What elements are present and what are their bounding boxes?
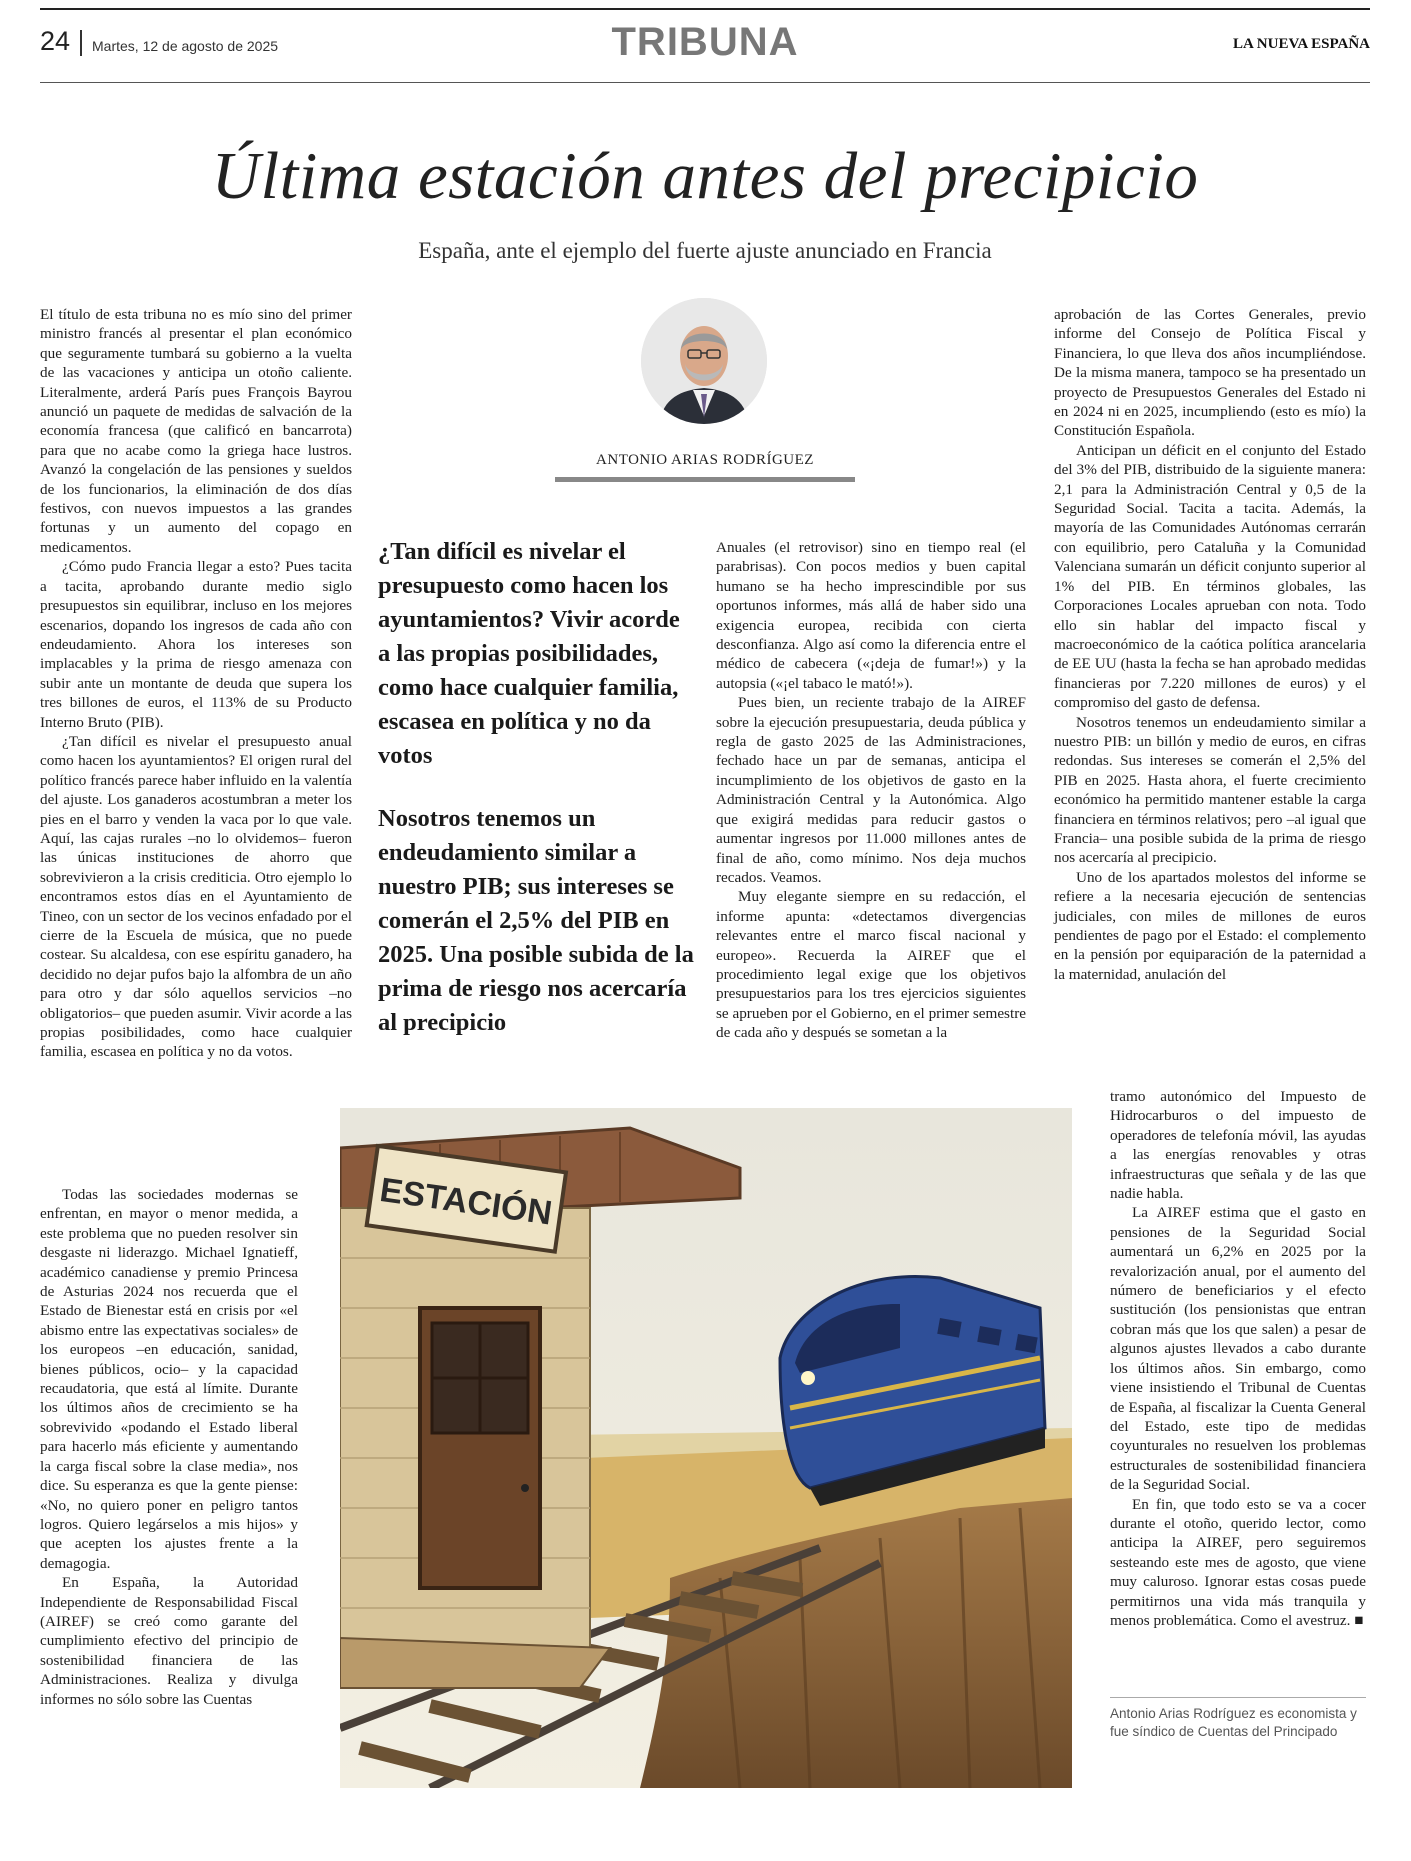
- train-station-cliff-illustration: [340, 1108, 1072, 1788]
- page-date: Martes, 12 de agosto de 2025: [92, 38, 279, 54]
- paragraph: Uno de los apartados molestos del informe se refiere a la necesaria ejecución de sentencias judiciales, con miles de millones de euros pendientes de pago por el Estado: el complemento en la pensión por equiparación de la paternidad a la maternidad, anulación del: [1054, 868, 1366, 983]
- author-avatar: [641, 298, 767, 424]
- page-number: 24: [40, 26, 71, 56]
- author-name: ANTONIO ARIAS RODRÍGUEZ: [596, 452, 814, 468]
- column-4: [1054, 305, 1366, 984]
- paragraph: Nosotros tenemos un endeudamiento similar a nuestro PIB: un billón y medio de euros, en cifras redondas. Sus intereses se comerán el 2,5% del PIB en 2025. Hasta ahora, el fuerte crecimiento económico ha permitido mantener estable la carga financiera en términos relativos; pero –al igual que Francia– una posible subida de la prima de riesgo nos acercaría al precipicio.: [1054, 713, 1366, 867]
- paragraph: El título de esta tribuna no es mío sino del primer ministro francés al presentar el plan económico que seguramente tumbará su gobierno a la vuelta de las vacaciones y anticipa un otoño caliente. Literalmente, arderá París pues François Bayrou anunció un paquete de medidas de salvación de la economía francesa (que calificó en bancarrota) para que no acabe como la griega hace lustros. Avanzó la congelación de las pensiones y sueldos de los funcionarios, la eliminación de dos días festivos, con nuevos impuestos a las grandes fortunas y un aumento del copago en medicamentos.: [40, 306, 352, 556]
- pull-quote-1: ¿Tan difícil es nivelar el presupuesto como hacen los ayuntamientos? Vivir acorde a las propias posibilidades, como hace cualquier familia, escasea en política y no da votos: [378, 538, 680, 769]
- paragraph: ¿Cómo pudo Francia llegar a esto? Pues tacita a tacita, aprobando durante medio siglo presupuestos sin equilibrar, incluso en los mejores escenarios, dopando los ingresos de cada año con endeudamiento. Ahora los intereses son implacables y la prima de riesgo amenaza con subir ante un montante de deuda que supera los tres billones de euros, el 113% de su Producto Interno Bruto (PIB).: [40, 558, 352, 731]
- header-rule: [40, 82, 1370, 83]
- article-headline: Última estación antes del precipicio: [211, 139, 1199, 213]
- column-1-continued: [40, 1185, 298, 1709]
- author-bio: Antonio Arias Rodríguez es economista y fue síndico de Cuentas del Principado: [1110, 1706, 1357, 1739]
- newspaper-name: LA NUEVA ESPAÑA: [1233, 36, 1370, 52]
- column-4-continued: [1110, 1087, 1366, 1630]
- paragraph: aprobación de las Cortes Generales, previo informe del Consejo de Política Fiscal y Financiera, lo que lleva dos años incumpliéndose. De la misma manera, tampoco se ha presentado un proyecto de Presupuestos Generales del Estado ni en 2024 ni en 2025, incumpliendo (esto es mío) la Constitución Española.: [1054, 306, 1366, 440]
- paragraph: tramo autonómico del Impuesto de Hidrocarburos o del impuesto de operadores de telefonía móvil, las ayudas a las energías renovables y otras infraestructuras que señala y de las que nadie habla.: [1110, 1088, 1366, 1203]
- author-rule: [555, 477, 855, 482]
- article-subheadline: España, ante el ejemplo del fuerte ajuste anunciado en Francia: [418, 238, 992, 263]
- paragraph: Anticipan un déficit en el conjunto del Estado del 3% del PIB, distribuido de la siguiente manera: 2,1 para la Administración Central y 0,5 de la Seguridad Social. Tacita a tacita. Además, la mayoría de las Comunidades Autónomas cerrarán con equilibrio, pero Cataluña y la Comunidad Valenciana sumarán un déficit conjunto superior al 1% del PIB. En términos globales, las Corporaciones Locales aprueban con nota. Todo ello sin hablar del impacto fiscal y macroeconómico de la caótica política arancelaria de EE UU (hasta la fecha se han aprobado medidas financieras por 7.220 millones de euros) y el compromiso del gasto de defensa.: [1054, 441, 1366, 712]
- paragraph: En España, la Autoridad Independiente de Responsabilidad Fiscal (AIREF) se creó como garante del cumplimiento efectivo del principio de sostenibilidad financiera de las Administraciones. Realiza y divulga informes no sólo sobre las Cuentas: [40, 1574, 298, 1708]
- paragraph: En fin, que todo esto se va a cocer durante el otoño, querido lector, como anticipa la AIREF, pero seguiremos sesteando este mes de agosto, que viene muy caluroso. Ignorar estas cosas puede permitirnos una vida más tranquila y menos problemática. Como el avestruz. ■: [1110, 1495, 1366, 1629]
- column-3: [716, 538, 1026, 1043]
- paragraph: ¿Tan difícil es nivelar el presupuesto anual como hacen los ayuntamientos? El origen rural del político francés parece haber influido en la valentía del ajuste. Los ganaderos acostumbran a meter los pies en el barro y venden la vaca por lo que vale. Aquí, las cajas rurales –no lo olvidemos– fueron las únicas instituciones de ahorro que sobrevivieron a la crisis crediticia. Otro ejemplo lo encontramos estos días en el Ayuntamiento de Tineo, con un sector de los vecinos enfadado por el cierre de la Escuela de música, que no puede costear. Su alcaldesa, con ese espíritu ganadero, ha decidido no dejar pufos bajo la alfombra de un año para otro y dar sólo aquellos servicios –no obligatorios– que pueden asumir. Vivir acorde a las propias posibilidades, como hace cualquier familia, escasea en política y no da votos.: [40, 732, 352, 1061]
- paragraph: Muy elegante siempre en su redacción, el informe apunta: «detectamos divergencias relevantes entre el marco fiscal nacional y europeo». Recuerda la AIREF que el procedimiento legal exige que los objetivos presupuestarios para los tres ejercicios siguientes se aprueben por el Gobierno, en el primer semestre de cada año y después se sometan a la: [716, 888, 1026, 1042]
- paragraph: La AIREF estima que el gasto en pensiones de la Seguridad Social aumentará un 6,2% en 2025 por la revalorización anual, por el aumento del número de beneficiarios y el efecto sustitución (los pensionistas que entran cobran más que los que salen) a pesar de algunos ajustes llevados a cabo durante los últimos años. Sin embargo, como viene insistiendo el Tribunal de Cuentas de España, al fiscalizar la Cuenta General del Estado, este tipo de medidas coyunturales no resuelven los problemas estructurales de sostenibilidad financiera de la Seguridad Social.: [1110, 1204, 1366, 1494]
- paragraph: Pues bien, un reciente trabajo de la AIREF sobre la ejecución presupuestaria, deuda pública y regla de gasto 2025 de las Administraciones, fechado hace un par de semanas, anticipa el incumplimiento de los objetivos de gasto en la Administración Central y la Autonómica. Algo que exigirá medidas para reducir gastos o aumentar ingresos por 11.000 millones antes de final de año, como mínimo. Nos deja muchos recados. Veamos.: [716, 694, 1026, 886]
- bio-rule: [1110, 1697, 1366, 1698]
- station-sign-text: ESTACIÓN: [377, 1170, 555, 1233]
- paragraph: Todas las sociedades modernas se enfrentan, en mayor o menor medida, a este problema que no pueden resolver sin desgaste ni liderazgo. Michael Ignatieff, académico canadiense y premio Princesa de Asturias 2024 nos recuerda que el Estado de Bienestar está en crisis por «el abismo entre las expectativas sociales» de los europeos –en educación, sanidad, bienes públicos, ocio– y la capacidad recaudatoria, que está al límite. Durante los últimos años de crecimiento se ha sobrevivido «podando el Estado liberal para hacerlo más eficiente y aumentando la carga fiscal sobre la clase media», nos dice. Su esperanza es que la gente piense: «No, no quiero poner en peligro tantos logros. Quiero legárselos a mis hijos» y que acepten los ajustes frente a la demagogia.: [40, 1186, 298, 1572]
- article-illustration: [340, 1108, 1072, 1788]
- paragraph: Anuales (el retrovisor) sino en tiempo real (el parabrisas). Con pocos medios y buen capital humano se ha hecho imprescindible por sus oportunos informes, más allá de haber sido una exigencia europea, recibida con cierta desconfianza. Algo así como la diferencia entre el médico de cabecera («¡deja de fumar!») y la autopsia («¡el tabaco le mató!»).: [716, 539, 1026, 692]
- top-rule: [40, 8, 1370, 10]
- section-title: TRIBUNA: [611, 20, 799, 64]
- author-portrait-icon: [641, 298, 767, 424]
- column-1: [40, 305, 352, 1062]
- page-separator: [80, 30, 82, 56]
- pull-quote-2: Nosotros tenemos un endeudamiento similar a nuestro PIB; sus intereses se comerán el 2,5% del PIB en 2025. Una posible subida de la prima de riesgo nos acercaría al precipicio: [378, 805, 694, 1036]
